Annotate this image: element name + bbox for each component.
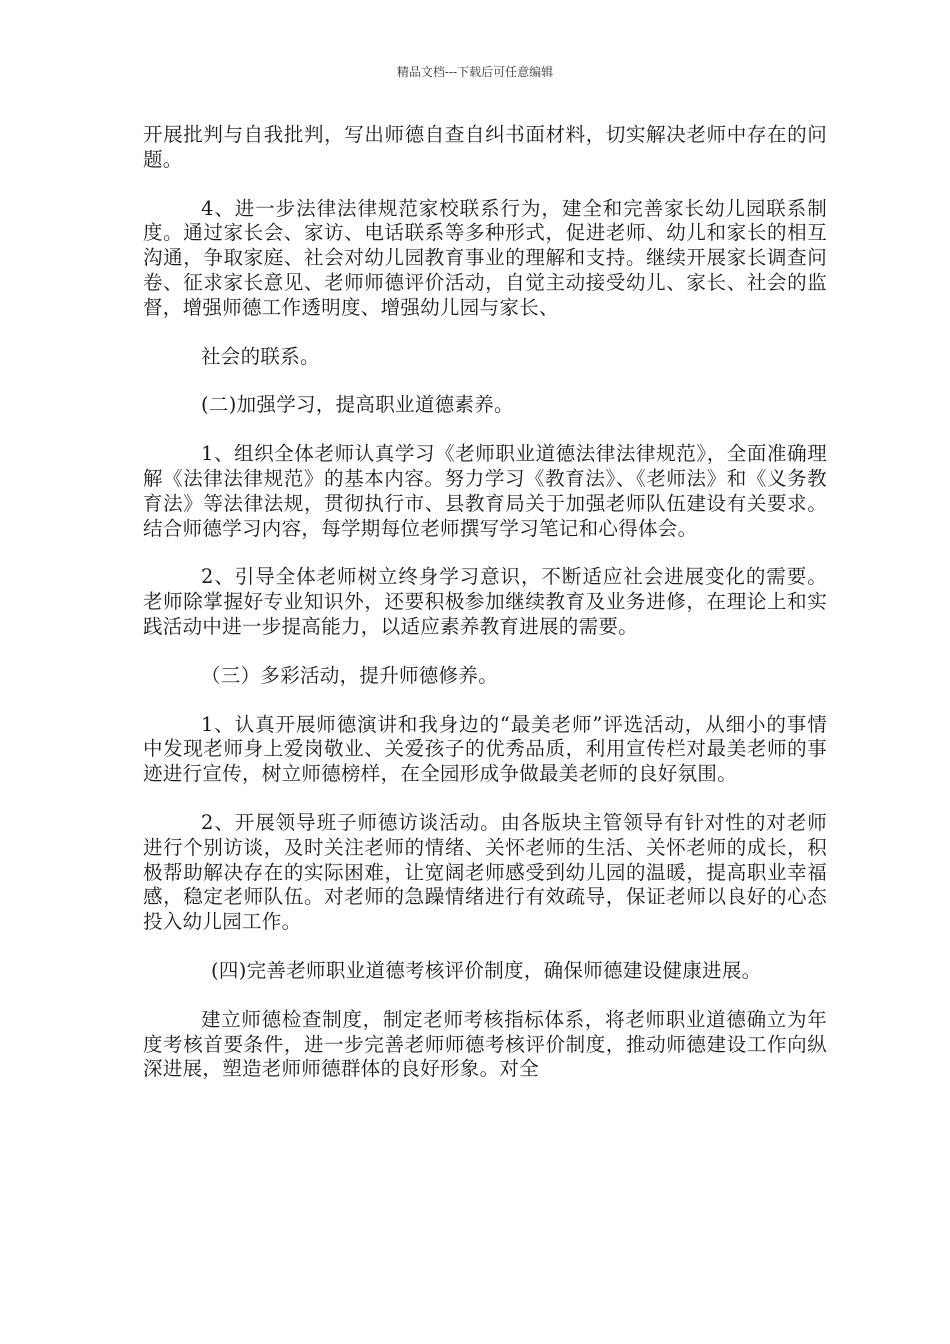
paragraph-9: 2、开展领导班子师德访谈活动。由各版块主管领导有针对性的对老师进行个别访谈，及时关注老师的情绪、关怀老师的生活、关怀老师的成长，积极帮助解决存在的实际困难，让宽阔老师感受到幼儿园的温暖，提高职业幸福感，稳定老师队伍。对老师的急躁情绪进行有效疏导，保证老师以良好的心态投入幼儿园工作。 [143, 810, 827, 934]
document-body [143, 123, 827, 1106]
section-heading-2: (二)加强学习，提高职业道德素养。 [201, 393, 514, 417]
paragraph-8: 1、认真开展师德演讲和我身边的“最美老师”评选活动，从细小的事情中发现老师身上爱岗敬业、关爱孩子的优秀品质，利用宣传栏对最美老师的事迹进行宣传，树立师德榜样，在全园形成争做最美老师的良好氛围。 [143, 712, 827, 786]
paragraph-2: 4、进一步法律法律规范家校联系行为，建全和完善家长幼儿园联系制度。通过家长会、家访、电话联系等多种形式，促进老师、幼儿和家长的相互沟通，争取家庭、社会对幼儿园教育事业的理解和支持。继续开展家长调查问卷、征求家长意见、老师师德评价活动，自觉主动接受幼儿、家长、社会的监督，增强师德工作透明度、增强幼儿园与家长、 [143, 196, 827, 319]
paragraph-1: 开展批判与自我批判，写出师德自查自纠书面材料，切实解决老师中存在的问题。 [143, 123, 827, 171]
paragraph-5: 1、组织全体老师认真学习《老师职业道德法律法律规范》，全面准确理解《法律法律规范》的基本内容。努力学习《教育法》、《老师法》和《义务教育法》等法律法规，贯彻执行市、县教育局关于加强老师队伍建设有关要求。结合师德学习内容，每学期每位老师撰写学习笔记和心得体会。 [143, 442, 827, 540]
section-heading-4: (四)完善老师职业道德考核评价制度，确保师德建设健康进展。 [211, 958, 762, 982]
paragraph-3: 社会的联系。 [201, 344, 320, 368]
paragraph-6: 2、引导全体老师树立终身学习意识，不断适应社会进展变化的需要。老师除掌握好专业知识外，还要积极参加继续教育及业务进修，在理论上和实践活动中进一步提高能力，以适应素养教育进展的需要。 [143, 565, 827, 638]
section-heading-3: （三）多彩活动，提升师德修养。 [201, 663, 499, 687]
page-header: 精品文档---下载后可任意编辑 [396, 65, 554, 79]
paragraph-11: 建立师德检查制度，制定老师考核指标体系，将老师职业道德确立为年度考核首要条件，进一步完善老师师德考核评价制度，推动师德建设工作向纵深进展，塑造老师师德群体的良好形象。对全 [143, 1007, 827, 1081]
